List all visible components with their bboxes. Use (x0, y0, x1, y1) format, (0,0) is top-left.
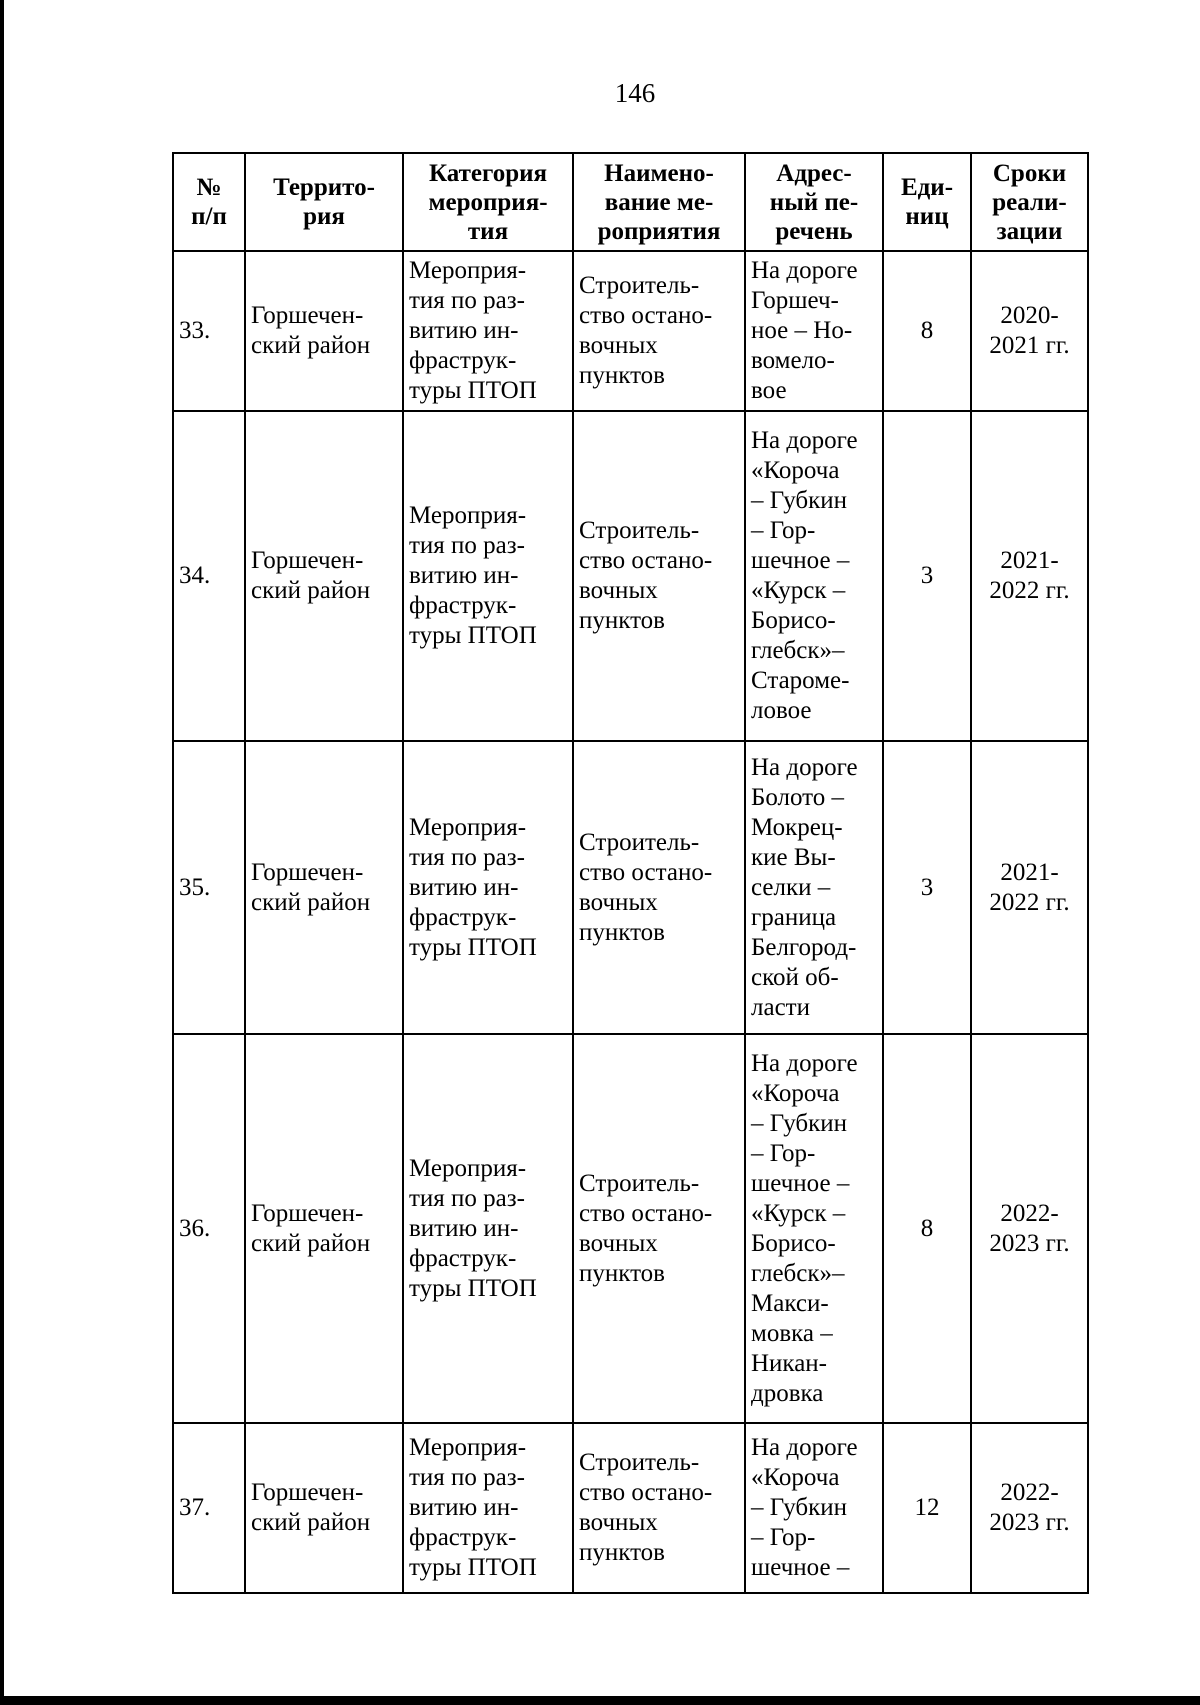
row-territory: Горшечен- ский район (245, 411, 403, 741)
row-name: Строитель- ство остано- вочных пунктов (573, 411, 745, 741)
page-number: 146 (614, 78, 656, 108)
scan-edge-left (0, 0, 4, 1705)
row-category: Мероприя- тия по раз- витию ин- фраструк- туры ПТОП (403, 251, 573, 411)
row-address: На дороге Горшеч- ное – Но- вомело- вое (745, 251, 883, 411)
row-units: 3 (883, 741, 971, 1034)
row-name: Строитель- ство остано- вочных пунктов (573, 741, 745, 1034)
row-num: 35. (173, 741, 245, 1034)
row-period: 2022- 2023 гг. (971, 1423, 1088, 1593)
header-category: Категория мероприя- тия (403, 153, 573, 251)
row-period: 2022- 2023 гг. (971, 1034, 1088, 1423)
row-period: 2021- 2022 гг. (971, 741, 1088, 1034)
row-name: Строитель- ство остано- вочных пунктов (573, 1034, 745, 1423)
events-table (172, 152, 1089, 1594)
row-category: Мероприя- тия по раз- витию ин- фраструк- туры ПТОП (403, 411, 573, 741)
row-period: 2020- 2021 гг. (971, 251, 1088, 411)
row-category: Мероприя- тия по раз- витию ин- фраструк- туры ПТОП (403, 1034, 573, 1423)
row-units: 3 (883, 411, 971, 741)
row-units: 8 (883, 251, 971, 411)
row-address: На дороге «Короча – Губкин – Гор- шечное – (745, 1423, 883, 1593)
row-category: Мероприя- тия по раз- витию ин- фраструк- туры ПТОП (403, 1423, 573, 1593)
header-period: Сроки реали- зации (971, 153, 1088, 251)
row-num: 34. (173, 411, 245, 741)
table-header-row (173, 153, 1088, 251)
row-territory: Горшечен- ский район (245, 741, 403, 1034)
row-units: 12 (883, 1423, 971, 1593)
row-territory: Горшечен- ский район (245, 251, 403, 411)
header-address: Адрес- ный пе- речень (745, 153, 883, 251)
header-units: Еди- ниц (883, 153, 971, 251)
row-name: Строитель- ство остано- вочных пунктов (573, 1423, 745, 1593)
row-address: На дороге «Короча – Губкин – Гор- шечное – «Курск – Борисо- глебск»– Староме- ловое (745, 411, 883, 741)
row-num: 37. (173, 1423, 245, 1593)
header-territory: Террито- рия (245, 153, 403, 251)
row-num: 36. (173, 1034, 245, 1423)
table-row (173, 1034, 1088, 1423)
row-period: 2021- 2022 гг. (971, 411, 1088, 741)
table-row (173, 251, 1088, 411)
row-num: 33. (173, 251, 245, 411)
row-territory: Горшечен- ский район (245, 1034, 403, 1423)
table-row (173, 411, 1088, 741)
header-num: № п/п (173, 153, 245, 251)
scan-edge-bottom (0, 1696, 1200, 1705)
row-category: Мероприя- тия по раз- витию ин- фраструк- туры ПТОП (403, 741, 573, 1034)
row-name: Строитель- ство остано- вочных пунктов (573, 251, 745, 411)
row-address: На дороге «Короча – Губкин – Гор- шечное – «Курск – Борисо- глебск»– Макси- мовка – Никан- дровка (745, 1034, 883, 1423)
table-row (173, 1423, 1088, 1593)
header-name: Наимено- вание ме- роприятия (573, 153, 745, 251)
row-territory: Горшечен- ский район (245, 1423, 403, 1593)
table-row (173, 741, 1088, 1034)
row-units: 8 (883, 1034, 971, 1423)
row-address: На дороге Болото – Мокрец- кие Вы- селки – граница Белгород- ской об- ласти (745, 741, 883, 1034)
